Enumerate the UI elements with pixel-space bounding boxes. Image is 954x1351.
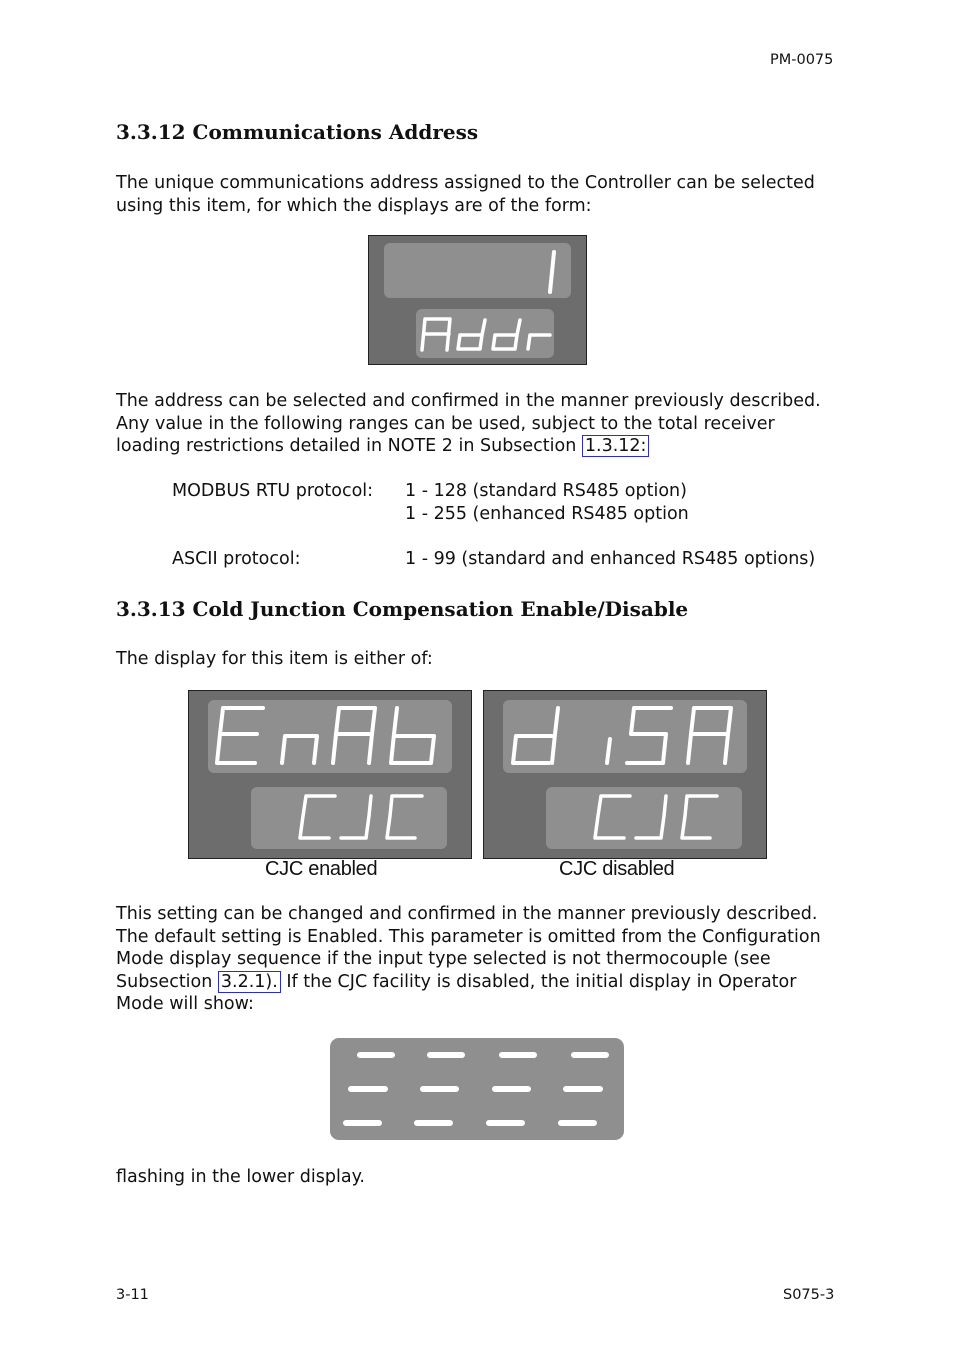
cjc-setting-paragraph (116, 903, 856, 1016)
paragraph-line: Mode will show: (116, 994, 254, 1014)
lower-text-cjc (300, 796, 422, 838)
section-heading-communications-address: 3.3.12 Communications Address (116, 120, 479, 144)
paragraph-line: Mode display sequence if the input type selected is not thermocouple (see (116, 949, 771, 969)
subsection-link-1-3-12[interactable]: 1.3.12: (582, 435, 650, 457)
cjc-disabled-display-panel (483, 690, 767, 859)
subsection-link-3-2-1[interactable]: 3.2.1). (218, 971, 281, 993)
address-line: The address can be selected and confirmed in the manner previously described. (116, 391, 821, 411)
intro-line: using this item, for which the displays are of the form: (116, 195, 592, 216)
range-value: 1 - 99 (standard and enhanced RS485 options) (405, 549, 816, 569)
address-display-segments (369, 236, 586, 364)
cjc-enabled-segments (189, 691, 471, 858)
dash-segments (330, 1038, 624, 1140)
upper-text-disa (513, 708, 731, 763)
range-value: 1 - 128 (standard RS485 option) (405, 481, 687, 501)
paragraph-text: Subsection (116, 971, 218, 992)
address-line-text: loading restrictions detailed in NOTE 2 in Subsection (116, 436, 582, 456)
paragraph-line: The default setting is Enabled. This parameter is omitted from the Configuration (116, 926, 821, 947)
cjc-enabled-caption: CJC enabled (265, 858, 378, 880)
range-label: ASCII protocol: (172, 549, 301, 569)
address-line (116, 435, 856, 458)
paragraph-line: This setting can be changed and confirmed in the manner previously described. (116, 904, 818, 924)
upper-text-enab (217, 708, 434, 763)
cjc-disabled-segments (484, 691, 766, 858)
flashing-note: flashing in the lower display. (116, 1167, 365, 1187)
operator-dash-display (330, 1038, 624, 1140)
range-label: MODBUS RTU protocol: (172, 481, 374, 501)
address-line: Any value in the following ranges can be used, subject to the total receiver (116, 413, 775, 434)
address-display-panel (368, 235, 587, 365)
intro-line: The unique communications address assigned to the Controller can be selected (116, 173, 815, 193)
range-value: 1 - 255 (enhanced RS485 option (405, 504, 689, 524)
document-code: S075-3 (783, 1287, 835, 1303)
section-heading-cjc: 3.3.13 Cold Junction Compensation Enable/Disable (116, 597, 689, 621)
cjc-disabled-caption: CJC disabled (559, 858, 675, 880)
lower-text-cjc (595, 796, 717, 838)
cjc-intro: The display for this item is either of: (116, 649, 433, 669)
address-paragraph (116, 390, 856, 458)
lower-text-addr (422, 319, 550, 350)
upper-digit-1 (550, 252, 554, 292)
cjc-enabled-display-panel (188, 690, 472, 859)
paragraph-text: If the CJC facility is disabled, the initial display in Operator (280, 971, 797, 992)
document-id: PM-0075 (770, 52, 834, 68)
intro-paragraph (116, 172, 846, 217)
page-number: 3-11 (116, 1287, 149, 1303)
paragraph-line (116, 971, 856, 994)
